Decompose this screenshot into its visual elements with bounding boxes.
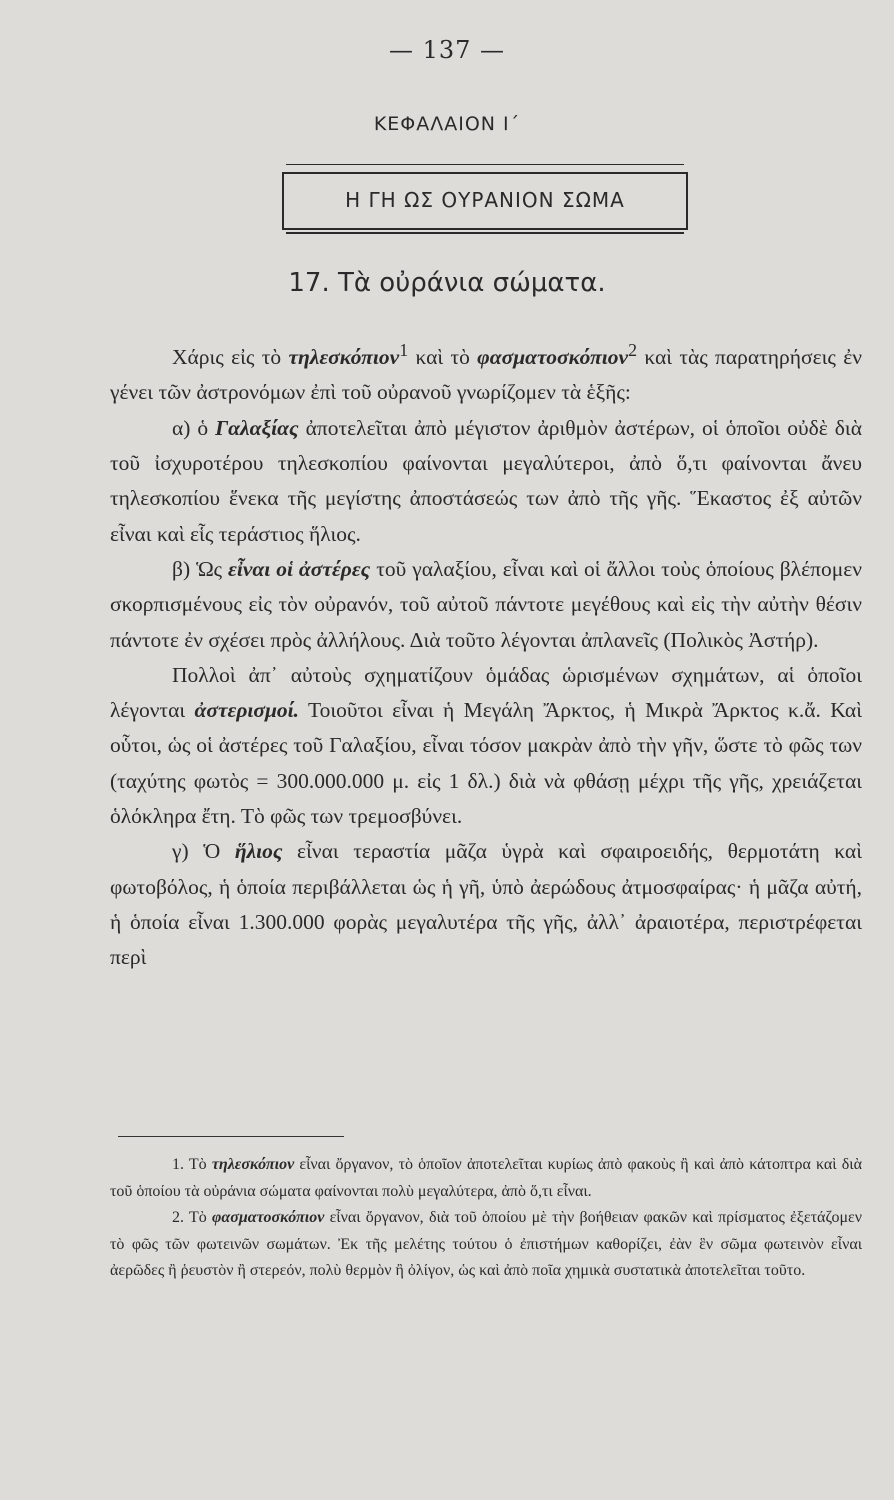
para-b-text-2: τοῦ γαλαξίου, εἶναι καὶ οἱ ἄλλοι τοὺς ὁποίους βλέπομεν σκορπισμένους εἰς τὸν οὐρανόν, τοῦ αὐτοῦ πάντοτε μεγέθους καὶ εἰς τὴν αὐτὴν θέσιν πάντοτε ἐν σχέσει πρὸς ἀλλήλους. Διὰ τοῦτο λέγονται ἀπλανεῖς (Πολικὸς Ἀστήρ).: [110, 556, 863, 652]
footnote-1-term: τηλεσκόπιον: [211, 1156, 295, 1173]
para-c-text-1: γ) Ὁ: [172, 839, 235, 864]
body-text: [110, 333, 862, 976]
footnote-ref-2: 2: [628, 340, 638, 360]
chapter-title: Η ΓΗ ΩΣ ΟΥΡΑΝΙΟΝ ΣΩΜΑ: [345, 188, 625, 212]
footnote-2-term: φασματοσκόπιον: [212, 1209, 325, 1226]
para-a-text-1: α) ὁ: [172, 415, 216, 440]
footnote-1: [110, 1152, 862, 1205]
footnote-1-text-1: 1. Τὸ: [172, 1156, 212, 1173]
footnote-rule: [118, 1136, 344, 1137]
para-b2-text-2: Τοιοῦτοι εἶναι ἡ Μεγάλη Ἄρκτος, ἡ Μικρὰ Ἄρκτος κ.ἄ. Καὶ οὗτοι, ὡς οἱ ἀστέρες τοῦ Γαλαξίου, εἶναι τόσον μακρὰν ἀπὸ τὴν γῆν, ὥστε τὸ φῶς των (ταχύτης φωτὸς = 300.000.000 μ. εἰς 1 δλ.) διὰ νὰ φθάσῃ μέχρι τῆς γῆς, χρειάζεται ὁλόκληρα ἔτη. Τὸ φῶς των τρεμοσβύνει.: [110, 698, 862, 829]
paragraph-b: [110, 552, 862, 658]
paragraph-b2: [110, 658, 862, 834]
para-c-text-2: εἶναι τεραστία μᾶζα ὑγρὰ καὶ σφαιροειδής, θερμοτάτη καὶ φωτοβόλος, ἡ ὁποία περιβάλλεται ὡς ἡ γῆ, ὑπὸ ἀερώδους ἀτμοσφαίρας· ἡ μᾶζα αὐτή, ἡ ὁποία εἶναι 1.300.000 φορὰς μεγαλυτέρα τῆς γῆς, ἀλλ᾽ ἀραιοτέρα, περιστρέφεται περὶ: [110, 839, 862, 970]
footnote-2: [110, 1205, 862, 1285]
term-spectroscope: φασματοσκόπιον: [477, 345, 629, 370]
intro-paragraph: [110, 333, 862, 411]
title-box-top-rule: [286, 164, 684, 165]
para-a-text-2: ἀποτελεῖται ἀπὸ μέγιστον ἀριθμὸν ἀστέρων, οἱ ὁποῖοι οὐδὲ διὰ τοῦ ἰσχυροτέρου τηλεσκοπίου φαίνονται μεγαλύτεροι, ἀπὸ ὅ,τι φαίνονται ἄνευ τηλεσκοπίου ἕνεκα τῆς μεγίστης ἀποστάσεώς των ἀπὸ τῆς γῆς. Ἕκαστος ἐξ αὐτῶν εἶναι καὶ εἷς τεράστιος ἥλιος.: [110, 415, 862, 546]
term-galaxy: Γαλαξίας: [215, 415, 299, 440]
paragraph-c: [110, 834, 862, 975]
term-stars: εἶναι οἱ ἀστέρες: [228, 556, 371, 581]
intro-text-3: καὶ τὰς παρατηρήσεις ἐν γένει τῶν ἀστρονόμων ἐπὶ τοῦ οὐρανοῦ γνωρίζομεν τὰ ἑξῆς:: [110, 345, 862, 405]
footnote-2-text-1: 2. Τὸ: [172, 1209, 212, 1226]
term-sun: ἥλιος: [234, 839, 283, 864]
term-telescope: τηλεσκόπιον: [288, 345, 400, 370]
footnote-1-text-2: εἶναι ὄργανον, τὸ ὁποῖον ἀποτελεῖται κυρίως ἀπὸ φακοὺς ἢ καὶ ἀπὸ κάτοπτρα καὶ διὰ τοῦ ὁποίου τὰ οὐράνια σώματα φαίνονται πολὺ μεγαλύτερα, ἀπὸ ὅ,τι εἶναι.: [110, 1156, 862, 1200]
footnote-2-text-2: εἶναι ὄργανον, διὰ τοῦ ὁποίου μὲ τὴν βοήθειαν φακῶν καὶ πρίσματος ἐξετάζομεν τὸ φῶς τῶν φωτεινῶν σωμάτων. Ἐκ τῆς μελέτης τούτου ὁ ἐπιστήμων καθορίζει, ἐὰν ἓν σῶμα φωτεινὸν εἶναι ἀερῶδες ἢ ῥευστὸν ἢ στερεόν, πολὺ θερμὸν ἢ ὀλίγον, ὡς καὶ ἀπὸ ποῖα χημικὰ συστατικὰ ἀποτελεῖται τοῦτο.: [110, 1209, 862, 1279]
intro-text-1: Χάρις εἰς τὸ: [172, 345, 289, 370]
paragraph-a: [110, 411, 862, 552]
footnote-ref-1: 1: [399, 340, 409, 360]
intro-text-2: καὶ τὸ: [408, 345, 478, 370]
chapter-heading: ΚΕΦΑΛΑΙΟΝ Ι΄: [373, 113, 521, 135]
chapter-title-box: [282, 172, 688, 230]
para-b2-text-1: Πολλοὶ ἀπ᾽ αὐτοὺς σχηματίζουν ὁμάδας ὡρισμένων σχημάτων, αἱ ὁποῖοι λέγονται: [110, 662, 862, 723]
footnotes: [110, 1152, 862, 1285]
term-constellations: ἀστερισμοί.: [194, 698, 300, 723]
title-box-bottom-rule: [286, 232, 684, 234]
section-title: 17. Τὰ οὐράνια σώματα.: [288, 268, 606, 298]
page-number: — 137 —: [388, 36, 506, 64]
para-b-text-1: β) Ὡς: [172, 556, 229, 581]
